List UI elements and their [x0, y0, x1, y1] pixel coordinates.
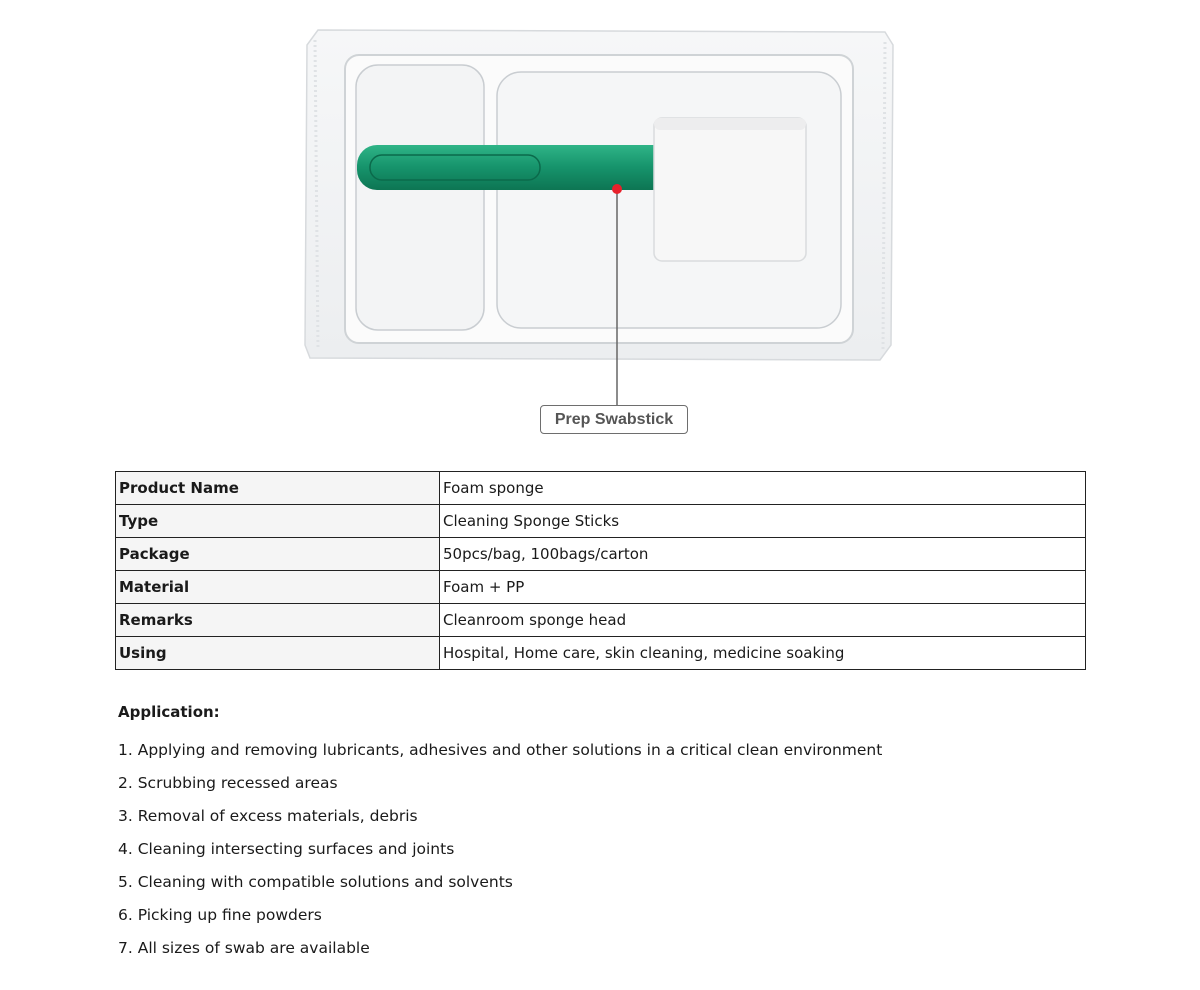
list-item: 2. Scrubbing recessed areas [118, 774, 338, 792]
application-list [118, 737, 1118, 968]
table-row [116, 538, 1086, 571]
list-item: 6. Picking up fine powders [118, 906, 322, 924]
list-item: 3. Removal of excess materials, debris [118, 807, 418, 825]
spec-label: Remarks [116, 604, 440, 637]
spec-label: Using [116, 637, 440, 670]
spec-label: Type [116, 505, 440, 538]
spec-label: Material [116, 571, 440, 604]
table-row [116, 604, 1086, 637]
table-row [116, 637, 1086, 670]
table-row [116, 472, 1086, 505]
callout-label: Prep Swabstick [540, 405, 688, 434]
spec-value: Cleanroom sponge head [440, 604, 1086, 637]
list-item: 7. All sizes of swab are available [118, 939, 370, 957]
spec-value: Hospital, Home care, skin cleaning, medicine soaking [440, 637, 1086, 670]
spec-value: Foam sponge [440, 472, 1086, 505]
product-photo [0, 0, 1200, 450]
spec-value: Cleaning Sponge Sticks [440, 505, 1086, 538]
table-row [116, 505, 1086, 538]
spec-value: 50pcs/bag, 100bags/carton [440, 538, 1086, 571]
product-figure [0, 0, 1200, 450]
spec-table [115, 471, 1086, 670]
spec-label: Package [116, 538, 440, 571]
callout-marker [612, 184, 622, 194]
spec-value: Foam + PP [440, 571, 1086, 604]
list-item: 1. Applying and removing lubricants, adhesives and other solutions in a critical clean environment [118, 741, 883, 759]
application-title: Application: [118, 703, 220, 721]
spec-label: Product Name [116, 472, 440, 505]
list-item: 4. Cleaning intersecting surfaces and joints [118, 840, 455, 858]
table-row [116, 571, 1086, 604]
list-item: 5. Cleaning with compatible solutions and solvents [118, 873, 513, 891]
application-section [118, 700, 1118, 968]
